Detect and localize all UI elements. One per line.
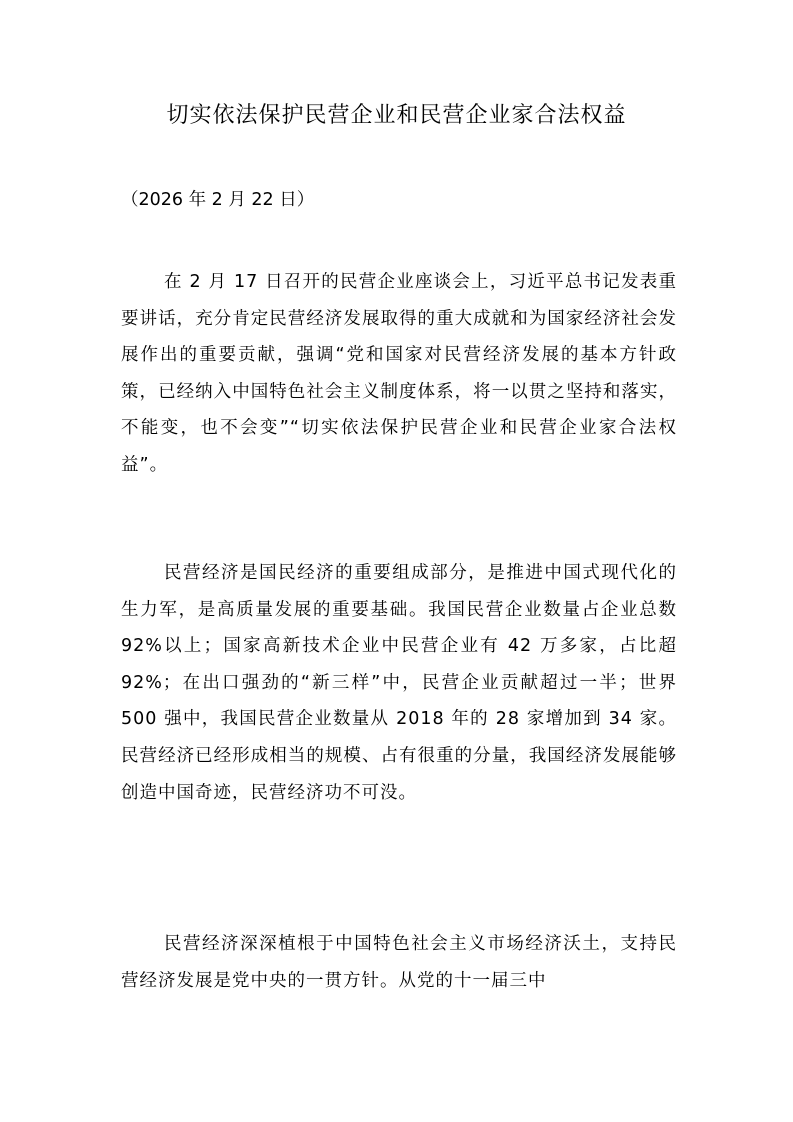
document-date: （2026 年 2 月 22 日）: [121, 190, 315, 210]
paragraph: 在 2 月 17 日召开的民营企业座谈会上，习近平总书记发表重要讲话，充分肯定民营经济发展取得的重大成就和为国家经济社会发展作出的重要贡献，强调“党和国家对民营经济发展的基本方针政策，已经纳入中国特色社会主义制度体系，将一以贯之坚持和落实，不能变，也不会变”“切实依法保护民营企业和民营企业家合法权益”。: [121, 272, 677, 475]
paragraph: 民营经济深深植根于中国特色社会主义市场经济沃土，支持民营经济发展是党中央的一贯方针。从党的十一届三中: [121, 934, 677, 991]
document-title: 切实依法保护民营企业和民营企业家合法权益: [166, 103, 627, 128]
paragraph: 民营经济是国民经济的重要组成部分，是推进中国式现代化的生力军，是高质量发展的重要基础。我国民营企业数量占企业总数 92%以上；国家高新技术企业中民营企业有 42 万多家，占比超 92%；在出口强劲的“新三样”中，民营企业贡献超过一半；世界 500 强中，我国民营企业数量从 2018 年的 28 家增加到 34 家。民营经济已经形成相当的规模、占有很重的分量，我国经济发展能够创造中国奇迹，民营经济功不可没。: [121, 563, 677, 803]
